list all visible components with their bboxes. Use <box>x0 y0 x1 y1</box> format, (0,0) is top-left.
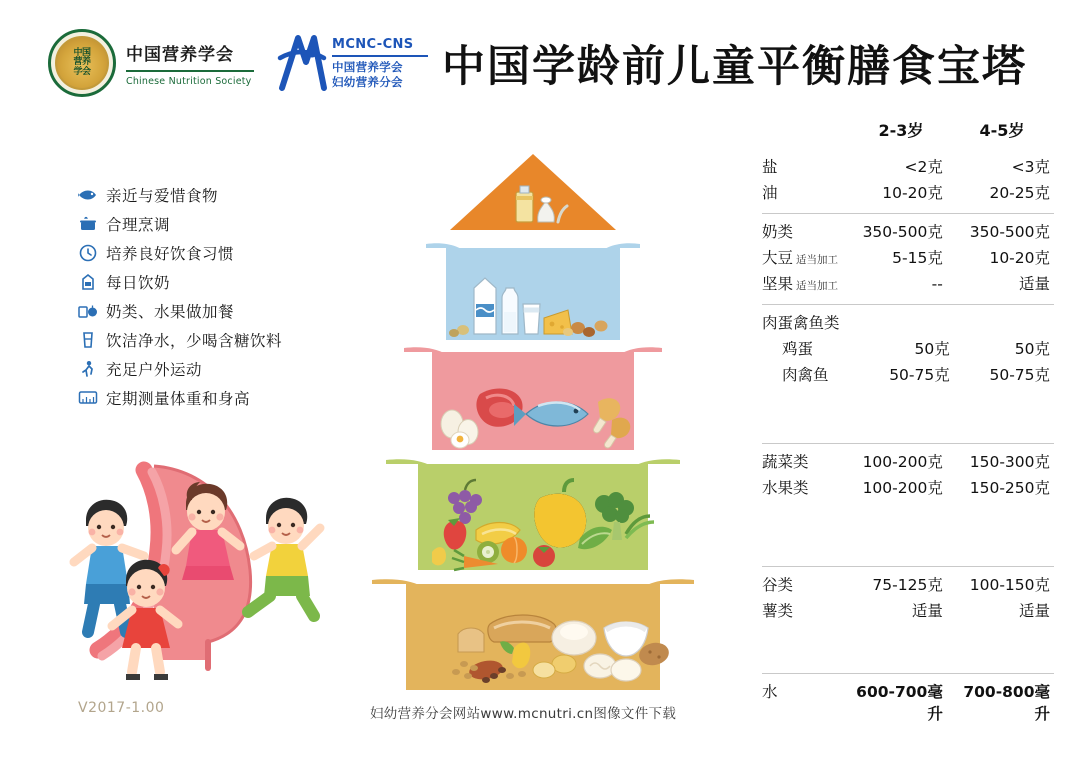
row-value-age1: 350-500克 <box>862 223 943 241</box>
tip-label: 亲近与爱惜食物 <box>106 186 219 205</box>
row-value-age2: 50-75克 <box>989 366 1051 384</box>
table-group <box>762 566 1054 631</box>
outdoor-run-icon <box>78 360 98 378</box>
tip-label: 定期测量体重和身高 <box>106 389 251 408</box>
row-value-age1: 5-15克 <box>892 249 943 267</box>
table-row <box>762 476 1054 502</box>
table-header-blank <box>762 118 850 141</box>
tip-label: 培养良好饮食习惯 <box>106 244 235 263</box>
row-label: 肉蛋禽鱼类 <box>762 314 840 332</box>
table-row <box>762 272 1054 298</box>
table-row <box>762 363 1054 389</box>
table-group <box>762 213 1054 304</box>
tip-item <box>78 298 348 323</box>
row-label: 水果类 <box>762 479 809 497</box>
table-row <box>762 246 1054 272</box>
tip-item <box>78 269 348 294</box>
row-value-age2: 100-150克 <box>969 576 1050 594</box>
download-note: 妇幼营养分会网站www.mcnutri.cn图像文件下载 <box>370 706 677 722</box>
pagoda-shape <box>368 148 698 693</box>
tip-item <box>78 327 348 352</box>
row-label: 盐 <box>762 158 778 176</box>
row-value-age1: 100-200克 <box>862 479 943 497</box>
children-slide-illustration <box>58 420 368 685</box>
mcnc-line-3: 妇幼营养分会 <box>332 74 403 89</box>
fish-plate-icon <box>78 186 98 204</box>
mcnc-wordmark <box>332 37 428 89</box>
cns-divider <box>126 70 254 72</box>
mcnc-line-1: MCNC-CNS <box>332 37 414 53</box>
tip-item <box>78 356 348 381</box>
row-value-age2: 700-800毫升 <box>963 683 1050 723</box>
table-group <box>762 149 1054 213</box>
tip-label: 奶类、水果做加餐 <box>106 302 235 321</box>
mcnc-divider <box>332 55 428 57</box>
scale-ruler-icon <box>78 389 98 407</box>
nutrition-table <box>762 118 1054 723</box>
mcnc-monogram-icon <box>276 32 328 94</box>
table-row <box>762 311 1054 337</box>
table-header-row <box>762 118 1054 149</box>
tip-item <box>78 182 348 207</box>
row-value-age2: <3克 <box>1011 158 1050 176</box>
table-header-age-2: 4-5岁 <box>979 121 1025 140</box>
row-value-age1: 50-75克 <box>889 366 950 384</box>
page-header <box>48 18 1038 108</box>
table-row <box>762 155 1054 181</box>
row-value-age2: 50克 <box>1014 340 1051 358</box>
version-label: V2017-1.00 <box>78 700 165 716</box>
row-label: 坚果 适当加工 <box>762 275 839 293</box>
habit-clock-icon <box>78 244 98 262</box>
row-label: 谷类 <box>762 576 794 594</box>
row-value-age1: 75-125克 <box>872 576 943 594</box>
tip-label: 每日饮奶 <box>106 273 171 292</box>
row-label: 肉禽鱼 <box>782 366 829 384</box>
tip-label: 合理烹调 <box>106 215 171 234</box>
table-group <box>762 304 1054 395</box>
row-value-age1: <2克 <box>904 158 943 176</box>
row-value-age1: 100-200克 <box>862 453 943 471</box>
row-label: 薯类 <box>762 602 794 620</box>
row-value-age2: 150-250克 <box>969 479 1050 497</box>
cns-name-cn: 中国营养学会 <box>126 44 234 65</box>
water-glass-icon <box>78 331 98 349</box>
cns-wordmark <box>126 40 254 87</box>
row-label: 水 <box>762 683 778 701</box>
cooking-pot-icon <box>78 215 98 233</box>
row-value-age2: 350-500克 <box>969 223 1050 241</box>
row-value-age2: 适量 <box>1018 602 1050 620</box>
mcnc-line-2: 中国营养学会 <box>332 60 403 75</box>
snack-fruit-icon <box>78 302 98 320</box>
row-value-age1: 600-700毫升 <box>856 683 943 723</box>
row-value-age1: 50克 <box>914 340 950 358</box>
table-group <box>762 443 1054 508</box>
page-title: 中国学龄前儿童平衡膳食宝塔 <box>442 41 1027 92</box>
tip-label: 充足户外运动 <box>106 360 203 379</box>
tip-label: 饮洁净水，少喝含糖饮料 <box>106 331 283 350</box>
table-header-age-1: 2-3岁 <box>878 121 924 140</box>
table-row <box>762 450 1054 476</box>
table-row <box>762 181 1054 207</box>
row-label: 油 <box>762 184 778 202</box>
table-row <box>762 220 1054 246</box>
row-value-age1: -- <box>931 275 943 293</box>
tip-item <box>78 211 348 236</box>
row-value-age2: 10-20克 <box>989 249 1050 267</box>
table-row <box>762 337 1054 363</box>
table-group <box>762 673 1054 723</box>
cns-emblem-icon: 中国 营养 学会 <box>48 29 116 97</box>
row-label: 大豆 适当加工 <box>762 249 839 267</box>
table-row <box>762 573 1054 599</box>
row-value-age1: 适量 <box>911 602 943 620</box>
row-value-age2: 适量 <box>1018 275 1050 293</box>
table-row <box>762 599 1054 625</box>
row-label: 奶类 <box>762 223 794 241</box>
table-row <box>762 680 1054 723</box>
row-label: 蔬菜类 <box>762 453 809 471</box>
food-pagoda <box>368 148 698 693</box>
tips-list <box>78 182 348 414</box>
row-label: 鸡蛋 <box>782 340 814 358</box>
row-value-age2: 150-300克 <box>969 453 1050 471</box>
row-value-age1: 10-20克 <box>882 184 943 202</box>
tip-item <box>78 240 348 265</box>
child-slide <box>248 498 320 616</box>
milk-carton-icon <box>78 273 98 291</box>
row-value-age2: 20-25克 <box>989 184 1050 202</box>
tip-item <box>78 385 348 410</box>
cns-name-en: Chinese Nutrition Society <box>126 75 252 87</box>
